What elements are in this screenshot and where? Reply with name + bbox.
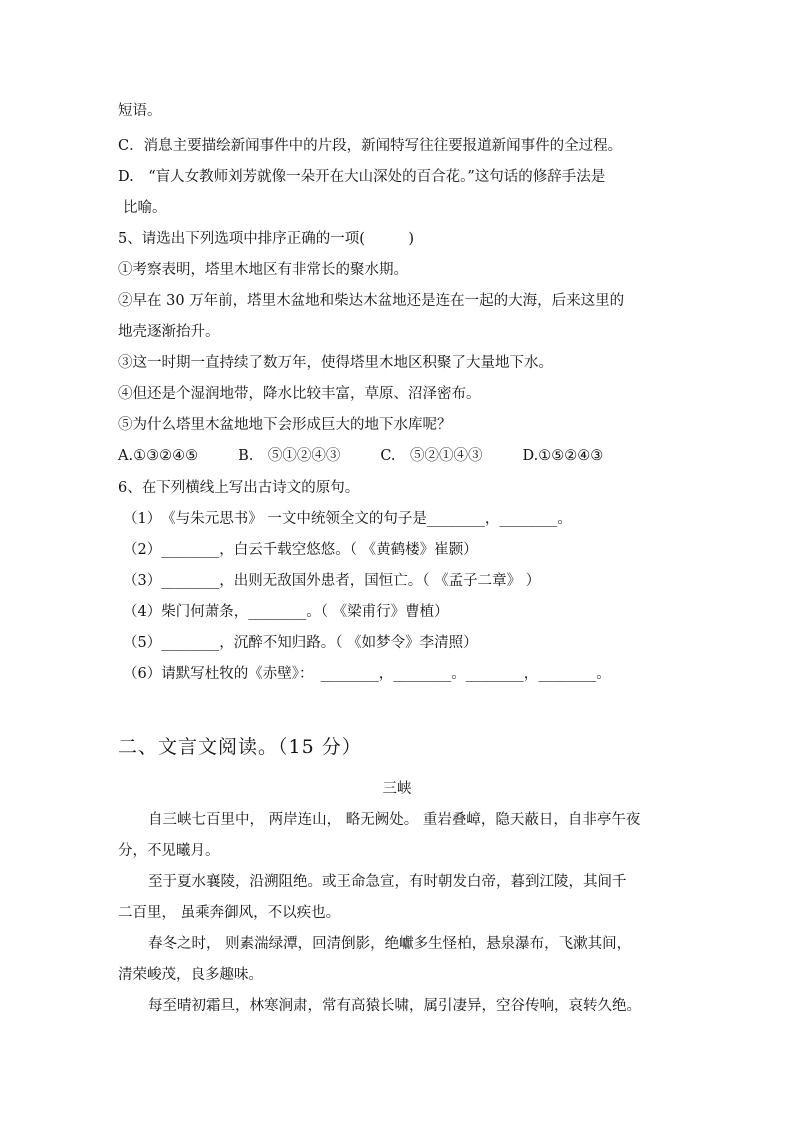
question-6: 6、在下列横线上写出古诗文的原句。 <box>118 480 360 496</box>
passage-title: 三峡 <box>382 781 412 797</box>
passage-paragraph-4: 每至晴初霜旦，林寒涧肃，常有高猿长啸，属引凄异，空谷传响，哀转久绝。 <box>148 998 641 1014</box>
sentence-3: ③这一时期一直持续了数万年，使得塔里木地区积聚了大量地下水。 <box>118 355 553 371</box>
fill-blank-2: （2）________，白云千载空悠悠。（ 《黄鹤楼》崔颢） <box>123 542 478 558</box>
option-c-line: C．消息主要描绘新闻事件中的片段，新闻特写往往要报道新闻事件的全过程。 <box>118 138 623 154</box>
sentence-1: ①考察表明，塔里木地区有非常长的聚水期。 <box>118 262 408 278</box>
sentence-2-cont: 地壳逐渐抬升。 <box>118 324 220 340</box>
fill-blank-3: （3）________，出则无敌国外患者，国恒亡。（ 《孟子二章》 ） <box>123 573 541 589</box>
option-c: C. ⑤②①④③ <box>380 448 483 464</box>
fill-blank-1: （1） 《与朱元思书》 一文中统领全文的句子是________，________。 <box>123 511 572 527</box>
passage-paragraph-3: 春冬之时， 则素湍绿潭，回清倒影，绝巘多生怪柏，悬泉瀑布，飞漱其间， <box>148 936 632 952</box>
passage-paragraph-3-cont: 清荣峻茂，良多趣味。 <box>118 967 263 983</box>
fill-blank-5: （5）________，沉醉不知归路。（ 《如梦令》李清照） <box>123 635 478 651</box>
section-heading: 二、文言文阅读。（15 分） <box>118 736 362 758</box>
option-b: B. ⑤①②④③ <box>238 448 341 464</box>
passage-paragraph-1-cont: 分，不见曦月。 <box>118 843 220 859</box>
passage-paragraph-1: 自三峡七百里中， 两岸连山， 略无阙处。 重岩叠嶂，隐天蔽日，自非亭午夜 <box>148 812 641 828</box>
sentence-4: ④但还是个湿润地带，降水比较丰富，草原、沼泽密布。 <box>118 386 481 402</box>
sentence-5: ⑤为什么塔里木盆地地下会形成巨大的地下水库呢？ <box>118 417 452 433</box>
text-line: 比喻。 <box>123 200 167 216</box>
option-a: A.①③②④⑤ <box>118 448 199 464</box>
sentence-2: ②早在 30 万年前，塔里木盆地和柴达木盆地还是连在一起的大海，后来这里的 <box>118 293 625 309</box>
fill-blank-4: （4）柴门何萧条，________。（ 《梁甫行》曹植） <box>123 604 449 620</box>
fill-blank-6: （6）请默写杜牧的《赤壁》： ________，________。________，________。 <box>123 666 611 682</box>
passage-paragraph-2: 至于夏水襄陵，沿溯阻绝。或王命急宣，有时朝发白帝，暮到江陵，其间千 <box>148 874 627 890</box>
answer-options <box>118 447 678 465</box>
option-d: D.①⑤②④③ <box>522 448 604 464</box>
text-line: 短语。 <box>118 103 162 119</box>
option-d-line: D. “盲人女教师刘芳就像一朵开在大山深处的百合花。”这句话的修辞手法是 <box>118 169 606 185</box>
passage-paragraph-2-cont: 二百里， 虽乘奔御风，不以疾也。 <box>118 905 341 921</box>
question-5: 5、请选出下列选项中排序正确的一项( ) <box>118 231 415 247</box>
